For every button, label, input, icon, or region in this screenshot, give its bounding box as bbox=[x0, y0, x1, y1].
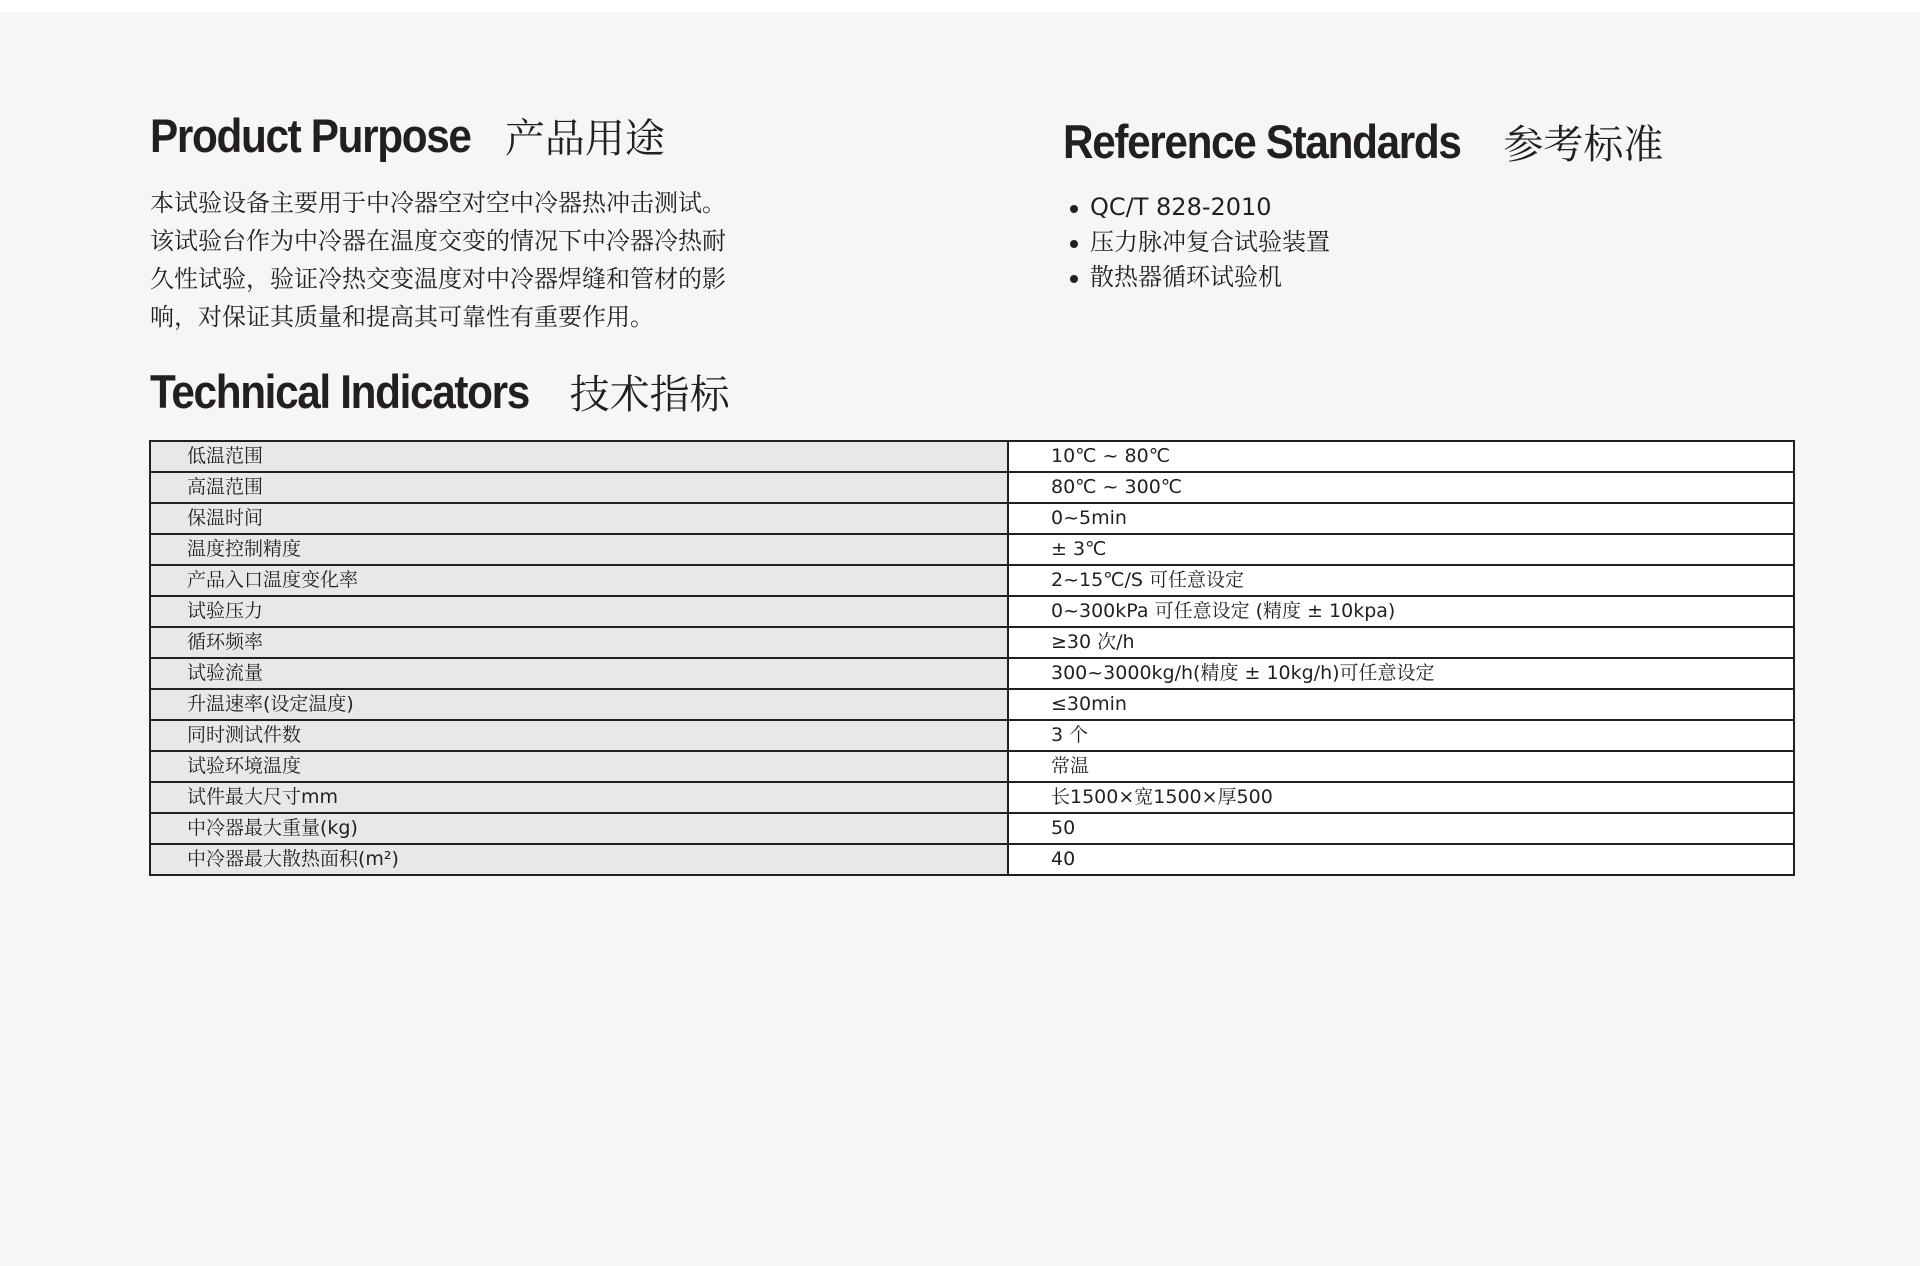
value-cell: ± 3℃ bbox=[1008, 534, 1794, 565]
technical-indicators-title-zh: 技术指标 bbox=[569, 372, 730, 418]
parameter-cell: 低温范围 bbox=[150, 441, 1008, 472]
purpose-line: 响，对保证其质量和提高其可靠性有重要作用。 bbox=[150, 303, 654, 331]
product-purpose-paragraph bbox=[150, 184, 800, 336]
technical-indicators-table bbox=[149, 440, 1795, 876]
value-cell: ≤30min bbox=[1008, 689, 1794, 720]
parameter-cell: 循环频率 bbox=[150, 627, 1008, 658]
parameter-cell: 高温范围 bbox=[150, 472, 1008, 503]
technical-indicators-heading bbox=[150, 365, 730, 418]
product-purpose-heading bbox=[150, 109, 665, 162]
parameter-cell: 试验压力 bbox=[150, 596, 1008, 627]
value-cell: 300~3000kg/h(精度 ± 10kg/h)可任意设定 bbox=[1008, 658, 1794, 689]
value-cell: ≥30 次/h bbox=[1008, 627, 1794, 658]
value-cell: 40 bbox=[1008, 844, 1794, 875]
standard-item: 散热器循环试验机 bbox=[1068, 260, 1330, 295]
value-cell: 3 个 bbox=[1008, 720, 1794, 751]
standard-item: 压力脉冲复合试验装置 bbox=[1068, 225, 1330, 260]
value-cell: 常温 bbox=[1008, 751, 1794, 782]
table-row bbox=[150, 844, 1794, 875]
product-purpose-title-en: Product Purpose bbox=[150, 109, 471, 162]
reference-standards-title-en: Reference Standards bbox=[1063, 115, 1461, 168]
parameter-cell: 温度控制精度 bbox=[150, 534, 1008, 565]
table-row bbox=[150, 782, 1794, 813]
parameter-cell: 同时测试件数 bbox=[150, 720, 1008, 751]
table-row bbox=[150, 627, 1794, 658]
table-row bbox=[150, 472, 1794, 503]
table-row bbox=[150, 813, 1794, 844]
purpose-line: 本试验设备主要用于中冷器空对空中冷器热冲击测试。 bbox=[150, 189, 726, 217]
value-cell: 50 bbox=[1008, 813, 1794, 844]
purpose-line: 久性试验，验证冷热交变温度对中冷器焊缝和管材的影 bbox=[150, 265, 726, 293]
parameter-cell: 升温速率(设定温度) bbox=[150, 689, 1008, 720]
parameter-cell: 试验环境温度 bbox=[150, 751, 1008, 782]
reference-standards-heading bbox=[1063, 115, 1664, 168]
value-cell: 80℃ ~ 300℃ bbox=[1008, 472, 1794, 503]
page-background bbox=[0, 12, 1920, 1266]
table-row bbox=[150, 658, 1794, 689]
value-cell: 0~300kPa 可任意设定 (精度 ± 10kpa) bbox=[1008, 596, 1794, 627]
table-row bbox=[150, 503, 1794, 534]
table-row bbox=[150, 689, 1794, 720]
table-row bbox=[150, 751, 1794, 782]
value-cell: 0~5min bbox=[1008, 503, 1794, 534]
reference-standards-title-zh: 参考标准 bbox=[1503, 122, 1664, 168]
parameter-cell: 中冷器最大散热面积(m²) bbox=[150, 844, 1008, 875]
technical-indicators-title-en: Technical Indicators bbox=[150, 365, 529, 418]
parameter-cell: 试验流量 bbox=[150, 658, 1008, 689]
table-row bbox=[150, 534, 1794, 565]
table-row bbox=[150, 720, 1794, 751]
value-cell: 2~15℃/S 可任意设定 bbox=[1008, 565, 1794, 596]
value-cell: 10℃ ~ 80℃ bbox=[1008, 441, 1794, 472]
parameter-cell: 保温时间 bbox=[150, 503, 1008, 534]
table-row bbox=[150, 596, 1794, 627]
reference-standards-list bbox=[1068, 190, 1330, 295]
value-cell: 长1500×宽1500×厚500 bbox=[1008, 782, 1794, 813]
parameter-cell: 产品入口温度变化率 bbox=[150, 565, 1008, 596]
standard-item: QC/T 828-2010 bbox=[1068, 190, 1330, 225]
parameter-cell: 试件最大尺寸mm bbox=[150, 782, 1008, 813]
table-row bbox=[150, 441, 1794, 472]
table-row bbox=[150, 565, 1794, 596]
parameter-cell: 中冷器最大重量(kg) bbox=[150, 813, 1008, 844]
purpose-line: 该试验台作为中冷器在温度交变的情况下中冷器冷热耐 bbox=[150, 227, 726, 255]
product-purpose-title-zh: 产品用途 bbox=[504, 116, 665, 162]
